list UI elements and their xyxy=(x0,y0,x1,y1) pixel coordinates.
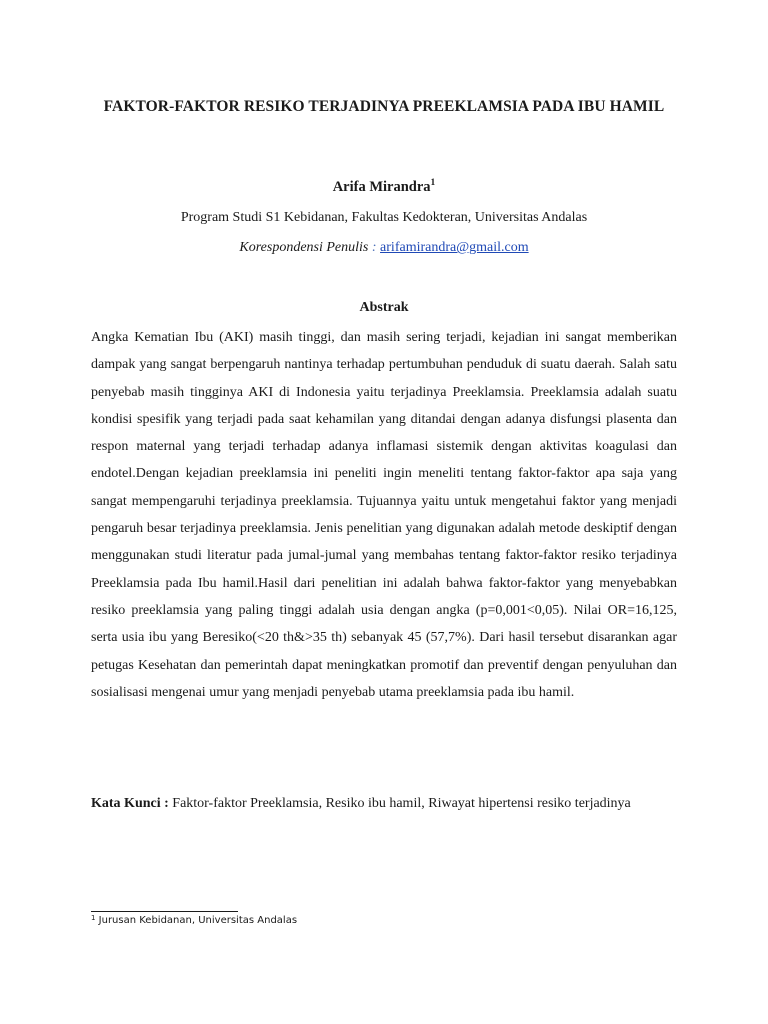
correspondence-separator: : xyxy=(368,240,381,255)
paper-title: FAKTOR-FAKTOR RESIKO TERJADINYA PREEKLAMSIA PADA IBU HAMIL xyxy=(103,98,665,115)
footnote-text: Jurusan Kebidanan, Universitas Andalas xyxy=(98,915,298,926)
keywords-line xyxy=(91,796,691,812)
author-line xyxy=(0,179,768,196)
correspondence-label: Korespondensi Penulis xyxy=(239,240,369,255)
keywords-text: Faktor-faktor Preeklamsia, Resiko ibu hamil, Riwayat hipertensi resiko terjadinya xyxy=(172,796,631,811)
abstract-heading: Abstrak xyxy=(359,300,409,315)
footnote xyxy=(91,915,297,926)
author-affiliation-marker: 1 xyxy=(430,178,436,188)
keywords-label: Kata Kunci : xyxy=(91,796,169,811)
author-affiliation: Program Studi S1 Kebidanan, Fakultas Kedokteran, Universitas Andalas xyxy=(180,210,588,225)
abstract-body: Angka Kematian Ibu (AKI) masih tinggi, dan masih sering terjadi, kejadian ini sangat memberikan dampak yang sangat berpengaruh nantinya terhadap pertumbuhan penduduk di suatu daerah. Salah satu penyebab masih tingginya AKI di Indonesia yaitu terjadinya Preeklamsia. Preeklamsia adalah suatu kondisi spesifik yang terjadi pada saat kehamilan yang ditandai dengan adanya disfungsi plasenta dan respon maternal yang terjadi terhadap adanya inflamasi sistemik dengan aktivitas koagulasi dan endotel.Dengan kejadian preeklamsia ini peneliti ingin meneliti tentang faktor-faktor apa saja yang sangat mempengaruhi terjadinya preeklamsia. Tujuannya yaitu untuk mengetahui faktor yang menjadi pengaruh besar terjadinya preeklamsia. Jenis penelitian yang digunakan adalah metode deskiptif dengan menggunakan studi literatur pada jumal-jumal yang membahas tentang faktor-faktor resiko terjadinya Preeklamsia pada Ibu hamil.Hasil dari penelitian ini adalah bahwa faktor-faktor yang menyebabkan resiko preeklamsia yang paling tinggi adalah usia dengan angka (p=0,001<0,05). Nilai OR=16,125, serta usia ibu yang Beresiko(<20 th&>35 th) sebanyak 45 (57,7%). Dari hasil tersebut disarankan agar petugas Kesehatan dan pemerintah dapat meningkatkan promotif dan preventif dengan penyuluhan dan sosialisasi mengenai umur yang menjadi penyebab utama preeklamsia pada ibu hamil. xyxy=(91,330,677,700)
footnote-marker: 1 xyxy=(91,914,96,922)
correspondence-line xyxy=(0,240,768,256)
author-name: Arifa Mirandra xyxy=(332,179,431,195)
footnote-divider xyxy=(91,911,238,912)
correspondence-email-link[interactable]: arifamirandra@gmail.com xyxy=(380,240,529,255)
